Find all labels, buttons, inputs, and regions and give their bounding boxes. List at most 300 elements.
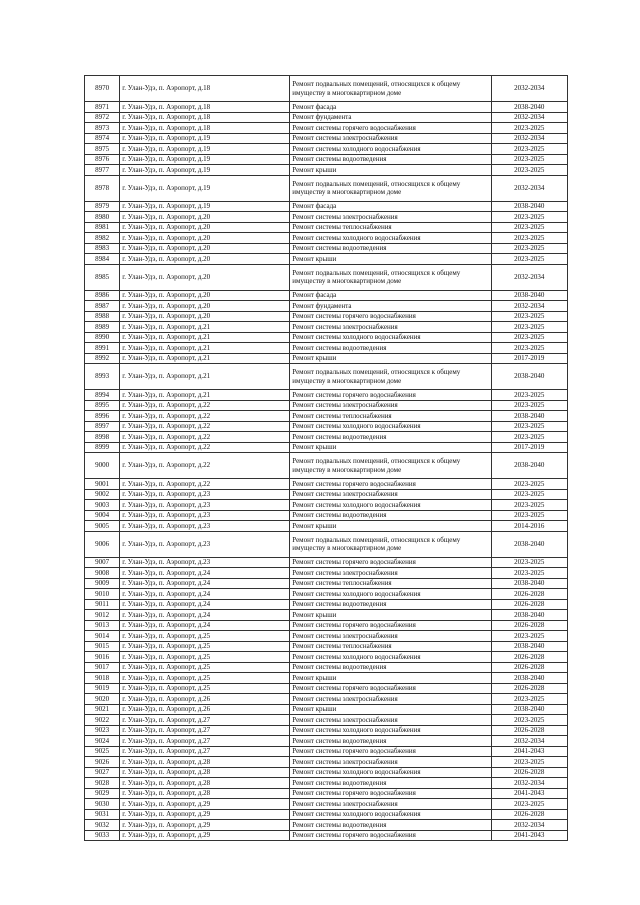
- work-type-cell: Ремонт системы водоотведения: [290, 154, 491, 165]
- address-cell: г. Улан-Удэ, п. Аэропорт, д.24: [120, 620, 290, 631]
- row-number-cell: 8984: [85, 254, 120, 265]
- table-row: [85, 788, 568, 799]
- period-cell: 2026-2028: [491, 683, 567, 694]
- period-cell: 2023-2025: [491, 799, 567, 810]
- table-row: [85, 757, 568, 768]
- table-row: [85, 212, 568, 223]
- address-cell: г. Улан-Удэ, п. Аэропорт, д.25: [120, 683, 290, 694]
- address-cell: г. Улан-Удэ, п. Аэропорт, д.22: [120, 421, 290, 432]
- table-row: [85, 673, 568, 684]
- table-row: [85, 411, 568, 422]
- work-type-cell: Ремонт системы холодного водоснабжения: [290, 809, 491, 820]
- table-row: [85, 631, 568, 642]
- work-type-cell: Ремонт системы водоотведения: [290, 662, 491, 673]
- row-number-cell: 9012: [85, 610, 120, 621]
- table-row: [85, 568, 568, 579]
- repair-schedule-table: [84, 75, 568, 841]
- address-cell: г. Улан-Удэ, п. Аэропорт, д.21: [120, 390, 290, 401]
- work-type-cell: Ремонт системы горячего водоснабжения: [290, 479, 491, 490]
- table-row: [85, 322, 568, 333]
- table-row: [85, 154, 568, 165]
- table-row: [85, 290, 568, 301]
- address-cell: г. Улан-Удэ, п. Аэропорт, д.22: [120, 453, 290, 479]
- address-cell: г. Улан-Удэ, п. Аэропорт, д.23: [120, 531, 290, 557]
- address-cell: г. Улан-Удэ, п. Аэропорт, д.24: [120, 568, 290, 579]
- work-type-cell: Ремонт фундамента: [290, 301, 491, 312]
- address-cell: г. Улан-Удэ, п. Аэропорт, д.27: [120, 746, 290, 757]
- period-cell: 2023-2025: [491, 421, 567, 432]
- row-number-cell: 8972: [85, 112, 120, 123]
- work-type-cell: Ремонт системы электроснабжения: [290, 133, 491, 144]
- period-cell: 2023-2025: [491, 757, 567, 768]
- row-number-cell: 9031: [85, 809, 120, 820]
- address-cell: г. Улан-Удэ, п. Аэропорт, д.21: [120, 343, 290, 354]
- row-number-cell: 8975: [85, 144, 120, 155]
- address-cell: г. Улан-Удэ, п. Аэропорт, д.20: [120, 290, 290, 301]
- address-cell: г. Улан-Удэ, п. Аэропорт, д.18: [120, 112, 290, 123]
- address-cell: г. Улан-Удэ, п. Аэропорт, д.23: [120, 510, 290, 521]
- address-cell: г. Улан-Удэ, п. Аэропорт, д.28: [120, 788, 290, 799]
- row-number-cell: 9018: [85, 673, 120, 684]
- work-type-cell: Ремонт подвальных помещений, относящихся к общему имуществу в многоквартирном доме: [290, 531, 491, 557]
- period-cell: 2014-2016: [491, 521, 567, 532]
- period-cell: 2023-2025: [491, 400, 567, 411]
- period-cell: 2023-2025: [491, 254, 567, 265]
- address-cell: г. Улан-Удэ, п. Аэропорт, д.20: [120, 254, 290, 265]
- table-row: [85, 332, 568, 343]
- work-type-cell: Ремонт системы электроснабжения: [290, 568, 491, 579]
- row-number-cell: 9017: [85, 662, 120, 673]
- row-number-cell: 9009: [85, 578, 120, 589]
- row-number-cell: 8985: [85, 264, 120, 290]
- work-type-cell: Ремонт системы холодного водоснабжения: [290, 725, 491, 736]
- address-cell: г. Улан-Удэ, п. Аэропорт, д.25: [120, 673, 290, 684]
- table-row: [85, 301, 568, 312]
- period-cell: 2026-2028: [491, 809, 567, 820]
- work-type-cell: Ремонт подвальных помещений, относящихся к общему имуществу в многоквартирном доме: [290, 364, 491, 390]
- address-cell: г. Улан-Удэ, п. Аэропорт, д.19: [120, 154, 290, 165]
- row-number-cell: 9008: [85, 568, 120, 579]
- work-type-cell: Ремонт подвальных помещений, относящихся к общему имуществу в многоквартирном доме: [290, 175, 491, 201]
- address-cell: г. Улан-Удэ, п. Аэропорт, д.20: [120, 222, 290, 233]
- address-cell: г. Улан-Удэ, п. Аэропорт, д.29: [120, 830, 290, 841]
- work-type-cell: Ремонт системы электроснабжения: [290, 322, 491, 333]
- row-number-cell: 8979: [85, 201, 120, 212]
- row-number-cell: 8999: [85, 442, 120, 453]
- address-cell: г. Улан-Удэ, п. Аэропорт, д.24: [120, 589, 290, 600]
- work-type-cell: Ремонт подвальных помещений, относящихся к общему имуществу в многоквартирном доме: [290, 76, 491, 102]
- period-cell: 2023-2025: [491, 311, 567, 322]
- row-number-cell: 8997: [85, 421, 120, 432]
- table-row: [85, 144, 568, 155]
- table-row: [85, 531, 568, 557]
- table-row: [85, 254, 568, 265]
- row-number-cell: 8974: [85, 133, 120, 144]
- period-cell: 2023-2025: [491, 233, 567, 244]
- table-row: [85, 243, 568, 254]
- row-number-cell: 9022: [85, 715, 120, 726]
- row-number-cell: 9028: [85, 778, 120, 789]
- work-type-cell: Ремонт системы электроснабжения: [290, 757, 491, 768]
- period-cell: 2023-2025: [491, 390, 567, 401]
- address-cell: г. Улан-Удэ, п. Аэропорт, д.18: [120, 123, 290, 134]
- table-row: [85, 557, 568, 568]
- address-cell: г. Улан-Удэ, п. Аэропорт, д.26: [120, 694, 290, 705]
- address-cell: г. Улан-Удэ, п. Аэропорт, д.19: [120, 201, 290, 212]
- work-type-cell: Ремонт системы холодного водоснабжения: [290, 767, 491, 778]
- table-row: [85, 704, 568, 715]
- period-cell: 2023-2025: [491, 631, 567, 642]
- table-row: [85, 453, 568, 479]
- address-cell: г. Улан-Удэ, п. Аэропорт, д.27: [120, 725, 290, 736]
- work-type-cell: Ремонт системы водоотведения: [290, 243, 491, 254]
- address-cell: г. Улан-Удэ, п. Аэропорт, д.22: [120, 432, 290, 443]
- row-number-cell: 9023: [85, 725, 120, 736]
- address-cell: г. Улан-Удэ, п. Аэропорт, д.23: [120, 489, 290, 500]
- work-type-cell: Ремонт системы горячего водоснабжения: [290, 830, 491, 841]
- row-number-cell: 8981: [85, 222, 120, 233]
- table-row: [85, 500, 568, 511]
- row-number-cell: 9027: [85, 767, 120, 778]
- period-cell: 2023-2025: [491, 123, 567, 134]
- period-cell: 2023-2025: [491, 322, 567, 333]
- work-type-cell: Ремонт системы холодного водоснабжения: [290, 233, 491, 244]
- work-type-cell: Ремонт системы горячего водоснабжения: [290, 788, 491, 799]
- row-number-cell: 8993: [85, 364, 120, 390]
- work-type-cell: Ремонт системы водоотведения: [290, 510, 491, 521]
- table-row: [85, 610, 568, 621]
- table-row: [85, 599, 568, 610]
- address-cell: г. Улан-Удэ, п. Аэропорт, д.19: [120, 175, 290, 201]
- work-type-cell: Ремонт системы холодного водоснабжения: [290, 144, 491, 155]
- row-number-cell: 8977: [85, 165, 120, 176]
- table-row: [85, 479, 568, 490]
- table-row: [85, 102, 568, 113]
- row-number-cell: 9006: [85, 531, 120, 557]
- address-cell: г. Улан-Удэ, п. Аэропорт, д.24: [120, 610, 290, 621]
- period-cell: 2026-2028: [491, 725, 567, 736]
- work-type-cell: Ремонт системы горячего водоснабжения: [290, 557, 491, 568]
- work-type-cell: Ремонт фундамента: [290, 112, 491, 123]
- address-cell: г. Улан-Удэ, п. Аэропорт, д.26: [120, 704, 290, 715]
- work-type-cell: Ремонт крыши: [290, 673, 491, 684]
- work-type-cell: Ремонт крыши: [290, 254, 491, 265]
- table-row: [85, 353, 568, 364]
- address-cell: г. Улан-Удэ, п. Аэропорт, д.25: [120, 641, 290, 652]
- table-row: [85, 521, 568, 532]
- work-type-cell: Ремонт системы водоотведения: [290, 343, 491, 354]
- row-number-cell: 9013: [85, 620, 120, 631]
- table-row: [85, 76, 568, 102]
- address-cell: г. Улан-Удэ, п. Аэропорт, д.18: [120, 76, 290, 102]
- table-row: [85, 175, 568, 201]
- address-cell: г. Улан-Удэ, п. Аэропорт, д.28: [120, 767, 290, 778]
- row-number-cell: 8988: [85, 311, 120, 322]
- work-type-cell: Ремонт системы холодного водоснабжения: [290, 332, 491, 343]
- period-cell: 2023-2025: [491, 332, 567, 343]
- row-number-cell: 8990: [85, 332, 120, 343]
- work-type-cell: Ремонт крыши: [290, 610, 491, 621]
- row-number-cell: 8996: [85, 411, 120, 422]
- period-cell: 2038-2040: [491, 578, 567, 589]
- address-cell: г. Улан-Удэ, п. Аэропорт, д.20: [120, 264, 290, 290]
- work-type-cell: Ремонт системы холодного водоснабжения: [290, 652, 491, 663]
- row-number-cell: 8994: [85, 390, 120, 401]
- work-type-cell: Ремонт крыши: [290, 521, 491, 532]
- address-cell: г. Улан-Удэ, п. Аэропорт, д.20: [120, 233, 290, 244]
- period-cell: 2032-2034: [491, 133, 567, 144]
- row-number-cell: 9016: [85, 652, 120, 663]
- address-cell: г. Улан-Удэ, п. Аэропорт, д.23: [120, 557, 290, 568]
- row-number-cell: 8991: [85, 343, 120, 354]
- table-row: [85, 222, 568, 233]
- address-cell: г. Улан-Удэ, п. Аэропорт, д.19: [120, 133, 290, 144]
- work-type-cell: Ремонт системы водоотведения: [290, 599, 491, 610]
- table-body: [85, 76, 568, 841]
- work-type-cell: Ремонт системы электроснабжения: [290, 212, 491, 223]
- table-row: [85, 694, 568, 705]
- period-cell: 2023-2025: [491, 343, 567, 354]
- period-cell: 2023-2025: [491, 500, 567, 511]
- period-cell: 2041-2043: [491, 746, 567, 757]
- table-row: [85, 578, 568, 589]
- row-number-cell: 9024: [85, 736, 120, 747]
- row-number-cell: 9020: [85, 694, 120, 705]
- work-type-cell: Ремонт системы электроснабжения: [290, 715, 491, 726]
- table-row: [85, 715, 568, 726]
- work-type-cell: Ремонт системы горячего водоснабжения: [290, 620, 491, 631]
- row-number-cell: 9010: [85, 589, 120, 600]
- row-number-cell: 9001: [85, 479, 120, 490]
- address-cell: г. Улан-Удэ, п. Аэропорт, д.25: [120, 652, 290, 663]
- address-cell: г. Улан-Удэ, п. Аэропорт, д.27: [120, 736, 290, 747]
- row-number-cell: 8983: [85, 243, 120, 254]
- period-cell: 2038-2040: [491, 453, 567, 479]
- period-cell: 2032-2034: [491, 736, 567, 747]
- table-row: [85, 809, 568, 820]
- period-cell: 2038-2040: [491, 290, 567, 301]
- address-cell: г. Улан-Удэ, п. Аэропорт, д.22: [120, 411, 290, 422]
- table-row: [85, 767, 568, 778]
- table-row: [85, 390, 568, 401]
- period-cell: 2023-2025: [491, 694, 567, 705]
- table-row: [85, 343, 568, 354]
- work-type-cell: Ремонт системы горячего водоснабжения: [290, 390, 491, 401]
- address-cell: г. Улан-Удэ, п. Аэропорт, д.24: [120, 578, 290, 589]
- row-number-cell: 8992: [85, 353, 120, 364]
- address-cell: г. Улан-Удэ, п. Аэропорт, д.25: [120, 631, 290, 642]
- work-type-cell: Ремонт системы электроснабжения: [290, 489, 491, 500]
- address-cell: г. Улан-Удэ, п. Аэропорт, д.25: [120, 662, 290, 673]
- period-cell: 2023-2025: [491, 479, 567, 490]
- address-cell: г. Улан-Удэ, п. Аэропорт, д.27: [120, 715, 290, 726]
- period-cell: 2026-2028: [491, 662, 567, 673]
- address-cell: г. Улан-Удэ, п. Аэропорт, д.29: [120, 799, 290, 810]
- address-cell: г. Улан-Удэ, п. Аэропорт, д.22: [120, 400, 290, 411]
- period-cell: 2032-2034: [491, 264, 567, 290]
- address-cell: г. Улан-Удэ, п. Аэропорт, д.23: [120, 500, 290, 511]
- table-row: [85, 778, 568, 789]
- period-cell: 2038-2040: [491, 102, 567, 113]
- table-row: [85, 112, 568, 123]
- row-number-cell: 8982: [85, 233, 120, 244]
- work-type-cell: Ремонт системы водоотведения: [290, 736, 491, 747]
- row-number-cell: 9015: [85, 641, 120, 652]
- period-cell: 2032-2034: [491, 301, 567, 312]
- row-number-cell: 9026: [85, 757, 120, 768]
- address-cell: г. Улан-Удэ, п. Аэропорт, д.24: [120, 599, 290, 610]
- row-number-cell: 8998: [85, 432, 120, 443]
- table-row: [85, 746, 568, 757]
- table-row: [85, 652, 568, 663]
- row-number-cell: 9014: [85, 631, 120, 642]
- work-type-cell: Ремонт системы горячего водоснабжения: [290, 311, 491, 322]
- period-cell: 2038-2040: [491, 704, 567, 715]
- table-row: [85, 123, 568, 134]
- row-number-cell: 8973: [85, 123, 120, 134]
- period-cell: 2038-2040: [491, 641, 567, 652]
- work-type-cell: Ремонт системы теплоснабжения: [290, 222, 491, 233]
- address-cell: г. Улан-Удэ, п. Аэропорт, д.18: [120, 102, 290, 113]
- address-cell: г. Улан-Удэ, п. Аэропорт, д.23: [120, 521, 290, 532]
- table-row: [85, 489, 568, 500]
- work-type-cell: Ремонт системы горячего водоснабжения: [290, 123, 491, 134]
- table-row: [85, 736, 568, 747]
- work-type-cell: Ремонт фасада: [290, 290, 491, 301]
- row-number-cell: 8971: [85, 102, 120, 113]
- period-cell: 2023-2025: [491, 568, 567, 579]
- period-cell: 2032-2034: [491, 76, 567, 102]
- period-cell: 2032-2034: [491, 175, 567, 201]
- period-cell: 2041-2043: [491, 788, 567, 799]
- row-number-cell: 9021: [85, 704, 120, 715]
- table-row: [85, 165, 568, 176]
- period-cell: 2038-2040: [491, 364, 567, 390]
- row-number-cell: 8987: [85, 301, 120, 312]
- table-row: [85, 641, 568, 652]
- work-type-cell: Ремонт подвальных помещений, относящихся к общему имуществу в многоквартирном доме: [290, 264, 491, 290]
- table-row: [85, 510, 568, 521]
- table-row: [85, 201, 568, 212]
- period-cell: 2026-2028: [491, 767, 567, 778]
- row-number-cell: 9025: [85, 746, 120, 757]
- row-number-cell: 8976: [85, 154, 120, 165]
- table-row: [85, 589, 568, 600]
- work-type-cell: Ремонт крыши: [290, 704, 491, 715]
- address-cell: г. Улан-Удэ, п. Аэропорт, д.20: [120, 212, 290, 223]
- row-number-cell: 9004: [85, 510, 120, 521]
- work-type-cell: Ремонт системы теплоснабжения: [290, 411, 491, 422]
- row-number-cell: 9019: [85, 683, 120, 694]
- period-cell: 2023-2025: [491, 489, 567, 500]
- period-cell: 2032-2034: [491, 778, 567, 789]
- row-number-cell: 9003: [85, 500, 120, 511]
- address-cell: г. Улан-Удэ, п. Аэропорт, д.21: [120, 332, 290, 343]
- work-type-cell: Ремонт крыши: [290, 442, 491, 453]
- work-type-cell: Ремонт системы водоотведения: [290, 432, 491, 443]
- row-number-cell: 8995: [85, 400, 120, 411]
- work-type-cell: Ремонт системы холодного водоснабжения: [290, 589, 491, 600]
- row-number-cell: 8970: [85, 76, 120, 102]
- table-row: [85, 620, 568, 631]
- address-cell: г. Улан-Удэ, п. Аэропорт, д.29: [120, 809, 290, 820]
- period-cell: 2038-2040: [491, 201, 567, 212]
- work-type-cell: Ремонт системы электроснабжения: [290, 400, 491, 411]
- period-cell: 2023-2025: [491, 144, 567, 155]
- row-number-cell: 8978: [85, 175, 120, 201]
- table-row: [85, 662, 568, 673]
- period-cell: 2026-2028: [491, 589, 567, 600]
- work-type-cell: Ремонт фасада: [290, 201, 491, 212]
- table-row: [85, 432, 568, 443]
- address-cell: г. Улан-Удэ, п. Аэропорт, д.28: [120, 757, 290, 768]
- row-number-cell: 9033: [85, 830, 120, 841]
- row-number-cell: 9029: [85, 788, 120, 799]
- period-cell: 2026-2028: [491, 652, 567, 663]
- period-cell: 2026-2028: [491, 599, 567, 610]
- period-cell: 2032-2034: [491, 112, 567, 123]
- address-cell: г. Улан-Удэ, п. Аэропорт, д.20: [120, 243, 290, 254]
- period-cell: 2038-2040: [491, 411, 567, 422]
- period-cell: 2023-2025: [491, 432, 567, 443]
- work-type-cell: Ремонт системы теплоснабжения: [290, 578, 491, 589]
- work-type-cell: Ремонт системы электроснабжения: [290, 694, 491, 705]
- row-number-cell: 8986: [85, 290, 120, 301]
- table-row: [85, 799, 568, 810]
- table-row: [85, 264, 568, 290]
- work-type-cell: Ремонт системы холодного водоснабжения: [290, 421, 491, 432]
- work-type-cell: Ремонт фасада: [290, 102, 491, 113]
- table-row: [85, 364, 568, 390]
- period-cell: 2017-2019: [491, 442, 567, 453]
- row-number-cell: 9032: [85, 820, 120, 831]
- row-number-cell: 9000: [85, 453, 120, 479]
- address-cell: г. Улан-Удэ, п. Аэропорт, д.28: [120, 778, 290, 789]
- period-cell: 2017-2019: [491, 353, 567, 364]
- period-cell: 2023-2025: [491, 154, 567, 165]
- row-number-cell: 8980: [85, 212, 120, 223]
- row-number-cell: 8989: [85, 322, 120, 333]
- address-cell: г. Улан-Удэ, п. Аэропорт, д.20: [120, 301, 290, 312]
- work-type-cell: Ремонт крыши: [290, 353, 491, 364]
- period-cell: 2023-2025: [491, 510, 567, 521]
- work-type-cell: Ремонт системы водоотведения: [290, 778, 491, 789]
- address-cell: г. Улан-Удэ, п. Аэропорт, д.21: [120, 322, 290, 333]
- period-cell: 2038-2040: [491, 673, 567, 684]
- address-cell: г. Улан-Удэ, п. Аэропорт, д.20: [120, 311, 290, 322]
- table-row: [85, 725, 568, 736]
- table-row: [85, 400, 568, 411]
- period-cell: 2023-2025: [491, 165, 567, 176]
- period-cell: 2023-2025: [491, 715, 567, 726]
- address-cell: г. Улан-Удэ, п. Аэропорт, д.22: [120, 442, 290, 453]
- work-type-cell: Ремонт системы электроснабжения: [290, 631, 491, 642]
- table-row: [85, 133, 568, 144]
- table-row: [85, 683, 568, 694]
- period-cell: 2038-2040: [491, 531, 567, 557]
- work-type-cell: Ремонт системы холодного водоснабжения: [290, 500, 491, 511]
- period-cell: 2023-2025: [491, 243, 567, 254]
- work-type-cell: Ремонт системы горячего водоснабжения: [290, 683, 491, 694]
- table-row: [85, 311, 568, 322]
- period-cell: 2026-2028: [491, 620, 567, 631]
- work-type-cell: Ремонт крыши: [290, 165, 491, 176]
- table-row: [85, 442, 568, 453]
- row-number-cell: 9002: [85, 489, 120, 500]
- table-row: [85, 233, 568, 244]
- address-cell: г. Улан-Удэ, п. Аэропорт, д.29: [120, 820, 290, 831]
- period-cell: 2041-2043: [491, 830, 567, 841]
